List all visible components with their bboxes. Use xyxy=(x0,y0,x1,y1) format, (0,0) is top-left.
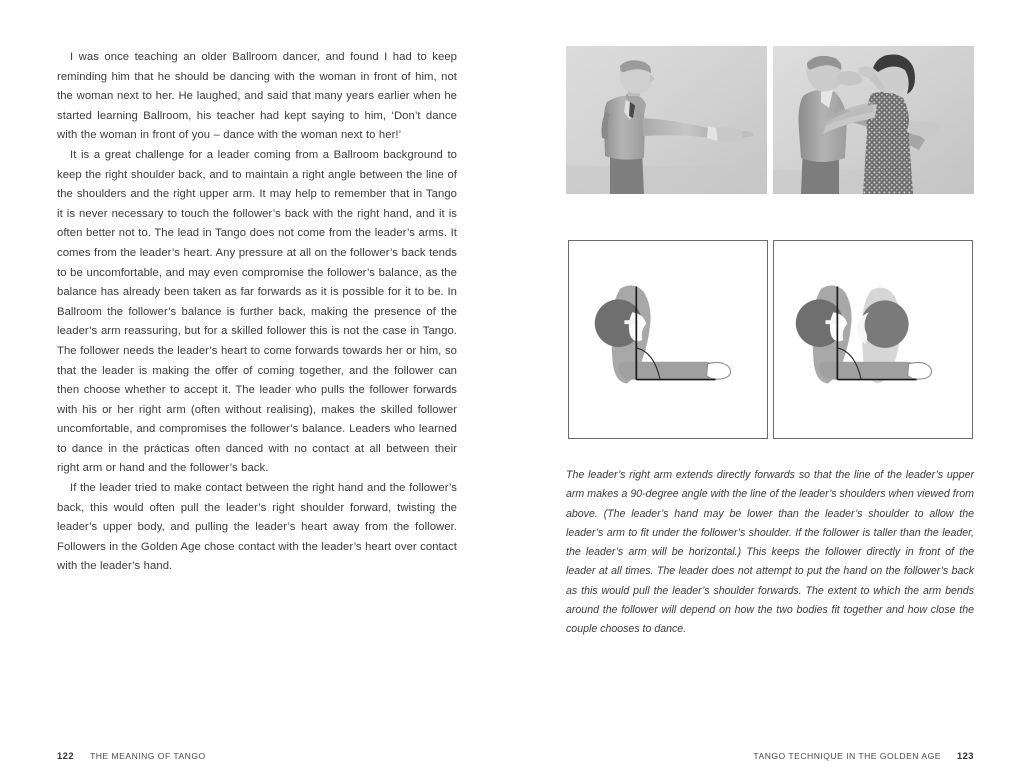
running-head-right: TANGO TECHNIQUE IN THE GOLDEN AGE xyxy=(753,751,941,761)
body-paragraph-3 xyxy=(57,479,457,577)
photo-couple-in-embrace xyxy=(773,46,974,194)
body-text-column xyxy=(57,48,457,577)
photo-leader-arm-extended xyxy=(566,46,767,194)
body-paragraph-2-text: It is a great challenge for a leader coming from a Ballroom background to keep the right shoulder back, and to maintain a right angle between the line of the shoulders and the right upper arm. It may help to remember that in Tango it is never necessary to touch the follower’s back with the right hand, and it is often better not to. The lead in Tango does not come from the leader’s arms. It comes from the leader’s heart. Any pressure at all on the follower’s back tends to be uncomfortable, and may even compromise the follower’s balance, as the balance has already been taken as far forwards as it is possible for it to be. In Ballroom the follower’s balance is further back, making the presence of the leader’s arm reassuring, but for a skilled follower this is not the case in Tango. The follower needs the leader’s heart to come forwards towards her or him, so that the leader is making the offer of coming together, and the follower can then choose whether to accept it. The leader who pulls the follower forwards with his or her right arm (often without realising), makes the skilled follower uncomfortable, and compromises the follower’s balance. Leaders who learned to dance in the prácticas often danced with no contact at all between their right arm or hand and the follower’s back. xyxy=(57,148,457,475)
diagram-leader-and-follower-graphic xyxy=(774,241,972,438)
leader-hand-shape xyxy=(908,362,932,379)
diagram-leader-and-follower-overhead xyxy=(773,240,973,439)
folio-left: 122 xyxy=(57,750,75,761)
body-paragraph-1 xyxy=(57,48,457,146)
figure-caption-text: The leader’s right arm extends directly forwards so that the line of the leader’s upper arm makes a 90-degree angle with the line of the leader’s shoulders when viewed from above. (The leader’s hand may be lower than the leader’s shoulder to allow the leader’s arm to fit under the follower’s shoulder. If the follower is taller than the leader, the leader’s arm will be horizontal.) This keeps the follower directly in front of the leader at all times. The leader does not attempt to put the hand on the follower’s back as this would pull the leader’s shoulder forwards. The extent to which the arm bends around the follower will depend on how the two bodies fit together and how close the couple chooses to dance. xyxy=(566,469,974,636)
diagram-row xyxy=(568,240,974,439)
leader-arm-shape xyxy=(619,362,714,380)
body-paragraph-1-text: I was once teaching an older Ballroom dancer, and found I had to keep reminding him that he should be dancing with the woman in front of him, not the woman next to her. He laughed, and said that many years earlier when he started learning Ballroom, his teacher had kept saying to him, ‘Don’t dance with the woman in front of you – dance with the woman next to her!’ xyxy=(57,51,457,142)
running-head-left: THE MEANING OF TANGO xyxy=(90,751,206,761)
footer-right xyxy=(753,750,974,761)
photo-leader-arm-extended-graphic xyxy=(566,46,767,194)
photo-couple-in-embrace-graphic xyxy=(773,46,974,194)
diagram-leader-alone-overhead xyxy=(568,240,768,439)
body-paragraph-3-text: If the leader tried to make contact between the right hand and the follower’s back, this would often pull the leader’s right shoulder forward, twisting the leader’s upper body, and pulling the leader’s heart away from the follower. Followers in the Golden Age chose contact with the leader’s heart over contact with the leader’s hand. xyxy=(57,482,457,573)
figure-caption xyxy=(566,466,974,640)
folio-right: 123 xyxy=(956,750,974,761)
footer-left xyxy=(57,750,206,761)
follower-head-shape xyxy=(861,300,909,348)
leader-hand-shape xyxy=(707,362,731,379)
body-paragraph-2 xyxy=(57,146,457,479)
diagram-leader-alone-graphic xyxy=(569,241,767,438)
photograph-row xyxy=(566,46,974,194)
leader-arm-shape xyxy=(820,362,915,380)
